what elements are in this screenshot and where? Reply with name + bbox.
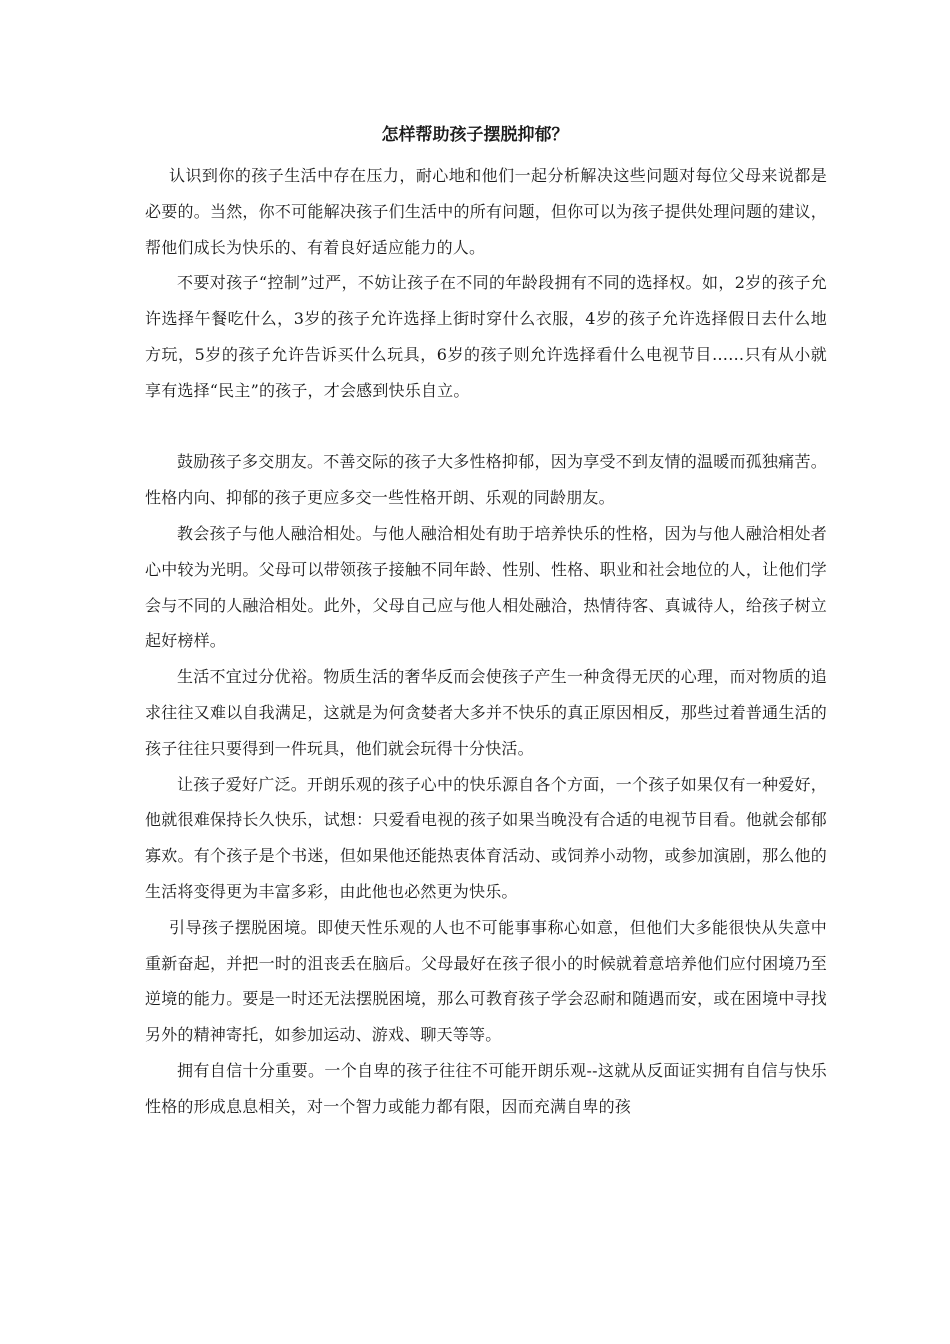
paragraph-choice-rights: 不要对孩子“控制”过严，不妨让孩子在不同的年龄段拥有不同的选择权。如，2岁的孩子允许选择午餐吃什么，3岁的孩子允许选择上街时穿什么衣服，4岁的孩子允许选择假日去什么地方玩，5岁的孩子允许告诉买什么玩具，6岁的孩子则允许选择看什么电视节目……只有从小就享有选择“民主”的孩子，才会感到快乐自立。 — [145, 273, 827, 400]
document-title: 怎样帮助孩子摆脱抑郁？ — [381, 125, 569, 145]
document-body — [145, 158, 827, 1125]
paragraph-stress-awareness: 认识到你的孩子生活中存在压力，耐心地和他们一起分析解决这些问题对每位父母来说都是必要的。当然，你不可能解决孩子们生活中的所有问题，但你可以为孩子提供处理问题的建议，帮他们成长为快乐的、有着良好适应能力的人。 — [145, 166, 827, 257]
paragraph-broad-hobbies: 让孩子爱好广泛。开朗乐观的孩子心中的快乐源自各个方面，一个孩子如果仅有一种爱好，他就很难保持长久快乐，试想：只爱看电视的孩子如果当晚没有合适的电视节目看。他就会郁郁寡欢。有个孩子是个书迷，但如果他还能热衷体育活动、或饲养小动物，或参加演剧，那么他的生活将变得更为丰富多彩，由此他也必然更为快乐。 — [145, 774, 827, 901]
paragraph-get-along: 教会孩子与他人融洽相处。与他人融洽相处有助于培养快乐的性格，因为与他人融洽相处者心中较为光明。父母可以带领孩子接触不同年龄、性别、性格、职业和社会地位的人，让他们学会与不同的人融洽相处。此外，父母自己应与他人相处融洽，热情待客、真诚待人，给孩子树立起好榜样。 — [145, 523, 827, 651]
paragraph-self-confidence: 拥有自信十分重要。一个自卑的孩子往往不可能开朗乐观--这就从反面证实拥有自信与快乐性格的形成息息相关，对一个智力或能力都有限，因而充满自卑的孩 — [145, 1060, 827, 1116]
paragraph-make-friends: 鼓励孩子多交朋友。不善交际的孩子大多性格抑郁，因为享受不到友情的温暖而孤独痛苦。性格内向、抑郁的孩子更应多交一些性格开朗、乐观的同龄朋友。 — [145, 452, 827, 508]
paragraph-modest-life: 生活不宜过分优裕。物质生活的奢华反而会使孩子产生一种贪得无厌的心理，而对物质的追求往往又难以自我满足，这就是为何贪婪者大多并不快乐的真正原因相反，那些过着普通生活的孩子往往只要得到一件玩具，他们就会玩得十分快活。 — [145, 667, 827, 758]
paragraph-overcome-difficulty: 引导孩子摆脱困境。即使天性乐观的人也不可能事事称心如意，但他们大多能很快从失意中重新奋起，并把一时的沮丧丢在脑后。父母最好在孩子很小的时候就着意培养他们应付困境乃至逆境的能力。要是一时还无法摆脱困境，那么可教育孩子学会忍耐和随遇而安，或在困境中寻找另外的精神寄托，如参加运动、游戏、聊天等等。 — [145, 917, 827, 1045]
paragraph-spacer — [145, 409, 827, 445]
